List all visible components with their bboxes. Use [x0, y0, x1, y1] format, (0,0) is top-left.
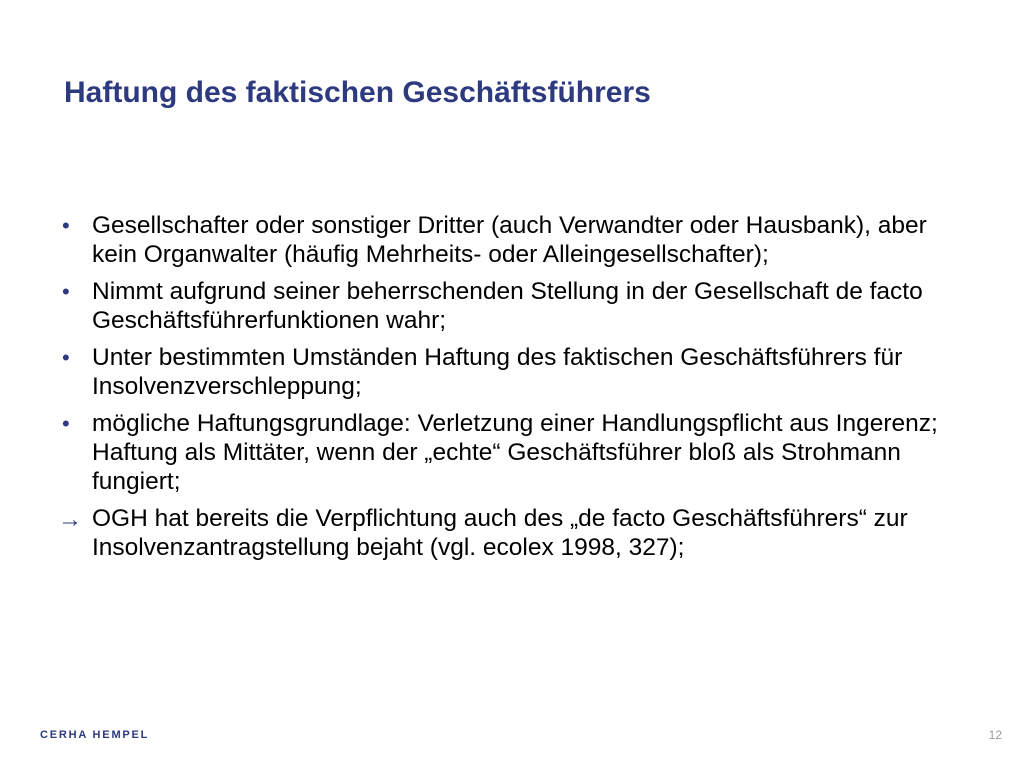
- bullet-text: Unter bestimmten Umständen Haftung des faktischen Geschäftsführers für Insolvenzverschleppung;: [92, 344, 903, 400]
- brand-logo: CERHA HEMPEL: [40, 729, 150, 741]
- bullet-dot-icon: •: [62, 279, 70, 304]
- bullet-dot-icon: •: [62, 411, 70, 436]
- bullet-list: [60, 211, 960, 570]
- bullet-text: Nimmt aufgrund seiner beherrschenden Stellung in der Gesellschaft de facto Geschäftsführerfunktionen wahr;: [92, 278, 923, 334]
- bullet-text: Gesellschafter oder sonstiger Dritter (auch Verwandter oder Hausbank), aber kein Organwalter (häufig Mehrheits- oder Alleingesellschafter);: [92, 212, 927, 268]
- page-number: 12: [988, 728, 1002, 742]
- slide-title: Haftung des faktischen Geschäftsführers: [64, 76, 651, 109]
- bullet-text: mögliche Haftungsgrundlage: Verletzung einer Handlungspflicht aus Ingerenz; Haftung als Mittäter, wenn der „echte“ Geschäftsführer bloß als Strohmann fungiert;: [92, 410, 938, 495]
- bullet-dot-icon: •: [62, 213, 70, 238]
- arrow-right-icon: →: [58, 506, 82, 533]
- bullet-dot-icon: •: [62, 345, 70, 370]
- bullet-item: [60, 211, 960, 269]
- conclusion-text: OGH hat bereits die Verpflichtung auch des „de facto Geschäftsführers“ zur Insolvenzantragstellung bejaht (vgl. ecolex 1998, 327);: [92, 505, 908, 561]
- bullet-item: [60, 343, 960, 401]
- conclusion-item: [60, 504, 960, 562]
- bullet-item: [60, 277, 960, 335]
- bullet-item: [60, 409, 960, 496]
